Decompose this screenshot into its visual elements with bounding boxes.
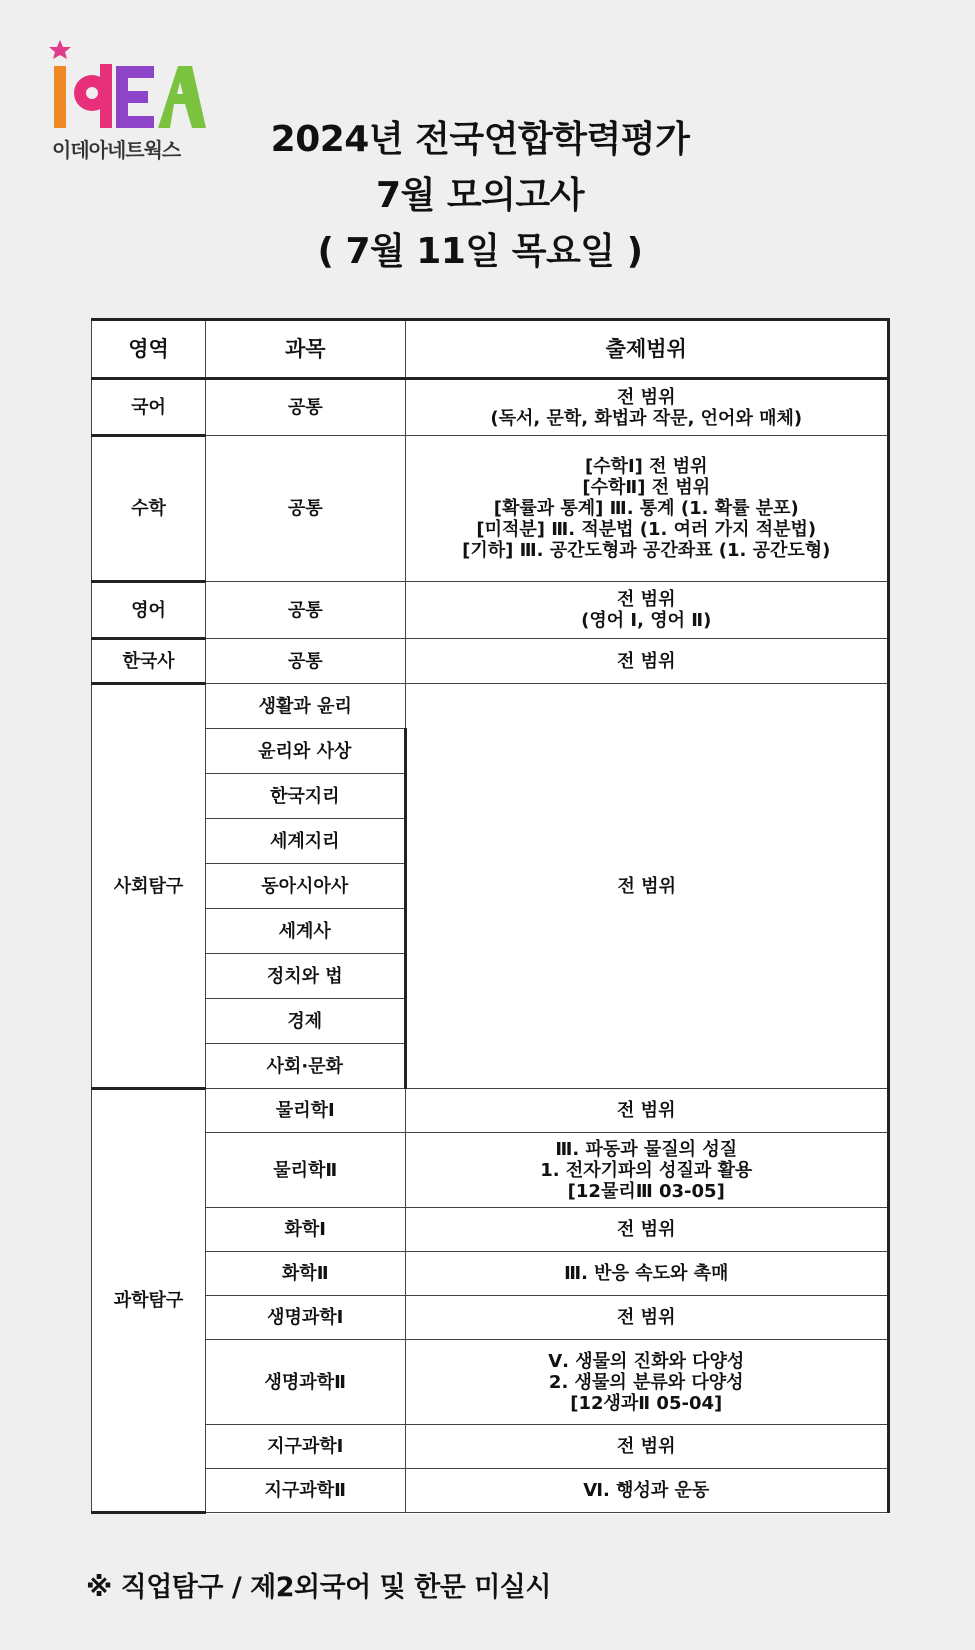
range-cell bbox=[405, 1425, 889, 1469]
range-line: 1. 전자기파의 성질과 활용 bbox=[540, 1159, 753, 1181]
area-korean: 국어 bbox=[92, 379, 206, 436]
range-line: Ⅲ. 반응 속도와 촉매 bbox=[564, 1263, 729, 1284]
table-row bbox=[92, 1208, 889, 1252]
subject-cell: 생명과학Ⅱ bbox=[206, 1340, 406, 1425]
range-cell bbox=[405, 1252, 889, 1296]
header-subject: 과목 bbox=[206, 320, 406, 379]
subject-cell: 경제 bbox=[206, 999, 406, 1044]
table-row bbox=[92, 582, 889, 639]
subject-cell: 사회·문화 bbox=[206, 1044, 406, 1089]
range-cell bbox=[405, 379, 889, 436]
title-line-3: ( 7월 11일 목요일 ) bbox=[317, 231, 643, 272]
subject-cell: 화학Ⅰ bbox=[206, 1208, 406, 1252]
table-row bbox=[92, 684, 889, 729]
range-line: 2. 생물의 분류와 다양성 bbox=[548, 1371, 744, 1393]
subject-cell: 생활과 윤리 bbox=[206, 684, 406, 729]
range-line: [기하] Ⅲ. 공간도형과 공간좌표 (1. 공간도형) bbox=[462, 540, 831, 561]
title-line-2: 7월 모의고사 bbox=[376, 175, 584, 216]
range-line: 전 범위 bbox=[617, 1100, 676, 1121]
idea-logo-mark bbox=[46, 38, 206, 133]
range-cell: 전 범위 bbox=[405, 639, 889, 684]
subject-cell: 한국지리 bbox=[206, 774, 406, 819]
range-line: 전 범위 bbox=[617, 1436, 676, 1457]
subject-cell: 물리학Ⅱ bbox=[206, 1133, 406, 1208]
range-line: 전 범위 bbox=[617, 589, 676, 610]
page-title bbox=[230, 112, 730, 280]
table-row bbox=[92, 1133, 889, 1208]
range-cell: 전 범위 bbox=[405, 684, 889, 1089]
range-line: 전 범위 bbox=[617, 386, 676, 408]
table-row bbox=[92, 1340, 889, 1425]
table-row bbox=[92, 1296, 889, 1340]
range-line: (영어 Ⅰ, 영어 Ⅱ) bbox=[581, 610, 712, 631]
range-cell bbox=[405, 1133, 889, 1208]
range-line: [12물리Ⅲ 03-05] bbox=[567, 1180, 725, 1202]
table-row bbox=[92, 436, 889, 582]
table-row bbox=[92, 1425, 889, 1469]
subject-cell: 생명과학Ⅰ bbox=[206, 1296, 406, 1340]
area-math: 수학 bbox=[92, 436, 206, 582]
star-icon bbox=[49, 40, 71, 59]
range-cell bbox=[405, 1208, 889, 1252]
subject-cell: 물리학Ⅰ bbox=[206, 1089, 406, 1133]
subject-cell: 공통 bbox=[206, 379, 406, 436]
range-line: (독서, 문학, 화법과 작문, 언어와 매체) bbox=[490, 407, 803, 429]
range-cell bbox=[405, 436, 889, 582]
area-english: 영어 bbox=[92, 582, 206, 639]
logo-text: 이데아네트웍스 bbox=[52, 138, 181, 162]
range-line: [수학Ⅰ] 전 범위 bbox=[584, 456, 708, 477]
range-cell bbox=[405, 1089, 889, 1133]
exam-range-table bbox=[91, 318, 890, 1514]
range-cell bbox=[405, 1296, 889, 1340]
subject-cell: 윤리와 사상 bbox=[206, 729, 406, 774]
range-cell bbox=[405, 582, 889, 639]
subject-cell: 공통 bbox=[206, 639, 406, 684]
subject-cell: 정치와 법 bbox=[206, 954, 406, 999]
table-row bbox=[92, 1089, 889, 1133]
header-area: 영역 bbox=[92, 320, 206, 379]
range-line: [12생과Ⅱ 05-04] bbox=[570, 1392, 723, 1414]
subject-cell: 동아시아사 bbox=[206, 864, 406, 909]
subject-cell: 지구과학Ⅱ bbox=[206, 1469, 406, 1513]
range-line: 전 범위 bbox=[617, 1219, 676, 1240]
range-line: [미적분] Ⅲ. 적분법 (1. 여러 가지 적분법) bbox=[476, 519, 817, 540]
area-history: 한국사 bbox=[92, 639, 206, 684]
table-row bbox=[92, 1252, 889, 1296]
table-header-row bbox=[92, 320, 889, 379]
logo bbox=[46, 38, 216, 168]
range-line: Ⅵ. 행성과 운동 bbox=[583, 1480, 710, 1501]
subject-cell: 세계지리 bbox=[206, 819, 406, 864]
subject-cell: 지구과학Ⅰ bbox=[206, 1425, 406, 1469]
range-line: Ⅲ. 파동과 물질의 성질 bbox=[555, 1138, 738, 1160]
table-row bbox=[92, 639, 889, 684]
range-cell bbox=[405, 1469, 889, 1513]
subject-cell: 화학Ⅱ bbox=[206, 1252, 406, 1296]
table-row bbox=[92, 1469, 889, 1513]
range-line: [확률과 통계] Ⅲ. 통계 (1. 확률 분포) bbox=[493, 498, 799, 519]
area-social: 사회탐구 bbox=[92, 684, 206, 1089]
range-line: Ⅴ. 생물의 진화와 다양성 bbox=[548, 1350, 745, 1372]
table-row bbox=[92, 379, 889, 436]
range-cell bbox=[405, 1340, 889, 1425]
subject-cell: 공통 bbox=[206, 436, 406, 582]
area-science: 과학탐구 bbox=[92, 1089, 206, 1513]
subject-cell: 공통 bbox=[206, 582, 406, 639]
footnote: ※ 직업탐구 / 제2외국어 및 한문 미실시 bbox=[86, 1572, 551, 1603]
title-line-1: 2024년 전국연합학력평가 bbox=[270, 119, 690, 160]
range-line: [수학Ⅱ] 전 범위 bbox=[582, 477, 711, 498]
header-range: 출제범위 bbox=[405, 320, 889, 379]
subject-cell: 세계사 bbox=[206, 909, 406, 954]
range-line: 전 범위 bbox=[617, 1307, 676, 1328]
